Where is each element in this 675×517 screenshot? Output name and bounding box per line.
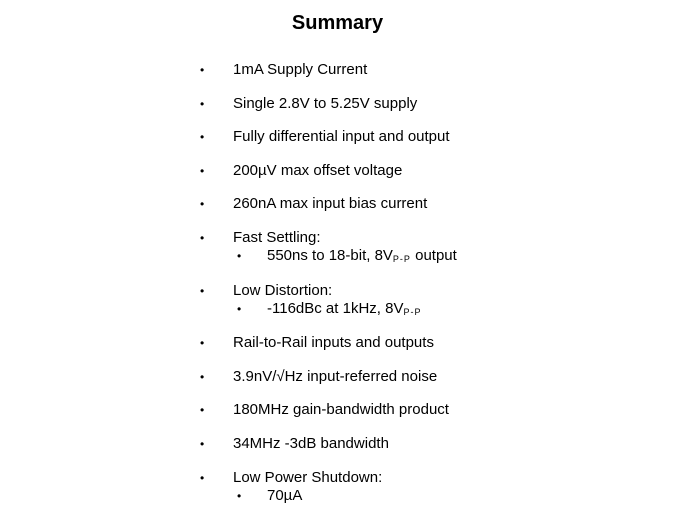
sub-bullet-icon: • <box>237 301 242 316</box>
bullet-icon: • <box>200 336 205 351</box>
sub-bullet-text <box>267 248 660 267</box>
bullet-text: 34MHz -3dB bandwidth <box>233 434 389 452</box>
bullet-text: 3.9nV/√Hz input-referred noise <box>233 367 438 385</box>
subscript-text: P-P <box>392 253 411 264</box>
bullet-icon: • <box>200 470 205 485</box>
bullet-item-differential <box>200 127 660 147</box>
bullet-icon: • <box>200 163 205 178</box>
bullet-text: Low Power Shutdown: <box>233 468 383 486</box>
bullet-item-bandwidth <box>200 434 660 454</box>
bullet-item-bias-current <box>200 194 660 214</box>
sub-bullet-icon: • <box>237 248 242 263</box>
sub-bullet-text-main: -116dBc at 1kHz, 8V <box>267 299 404 317</box>
bullet-icon: • <box>200 130 205 145</box>
sub-bullet-text: 70µA <box>267 486 303 504</box>
bullet-text: 200µV max offset voltage <box>233 161 403 179</box>
bullet-item-noise <box>200 367 660 387</box>
bullet-icon: • <box>200 369 205 384</box>
bullet-text: Single 2.8V to 5.25V supply <box>233 94 418 112</box>
bullet-item-fast-settling <box>200 228 660 267</box>
bullet-text: Rail-to-Rail inputs and outputs <box>233 334 434 352</box>
slide-title: Summary <box>291 12 384 34</box>
bullet-text: Fast Settling: <box>233 228 321 246</box>
sub-bullet-text <box>267 301 660 320</box>
bullet-text: 260nA max input bias current <box>233 195 428 213</box>
bullet-icon: • <box>200 197 205 212</box>
bullet-item-offset-voltage <box>200 161 660 181</box>
bullet-text: 180MHz gain-bandwidth product <box>233 401 449 419</box>
bullet-item-low-distortion <box>200 281 660 320</box>
sub-bullet-text-main: 550ns to 18-bit, 8V <box>267 246 393 264</box>
bullet-icon: • <box>200 283 205 298</box>
bullet-text: 1mA Supply Current <box>233 61 368 78</box>
bullet-item-gbw <box>200 400 660 420</box>
sub-bullet-item <box>233 488 660 504</box>
bullet-icon: • <box>200 96 205 111</box>
sub-bullet-item <box>233 301 660 320</box>
subscript-text: P-P <box>403 306 422 317</box>
bullet-item-shutdown <box>200 468 660 504</box>
bullet-list <box>200 60 660 517</box>
sub-bullet-item <box>233 248 660 267</box>
bullet-item-rail-to-rail <box>200 333 660 353</box>
bullet-icon: • <box>200 63 205 77</box>
bullet-text: Fully differential input and output <box>233 128 450 146</box>
bullet-item-supply-range <box>200 94 660 114</box>
bullet-item-supply-current <box>200 60 660 80</box>
sub-bullet-icon: • <box>237 488 242 503</box>
bullet-icon: • <box>200 403 205 418</box>
bullet-text: Low Distortion: <box>233 281 333 299</box>
bullet-icon: • <box>200 436 205 451</box>
sub-bullet-text-tail: output <box>410 246 457 264</box>
bullet-icon: • <box>200 230 205 245</box>
